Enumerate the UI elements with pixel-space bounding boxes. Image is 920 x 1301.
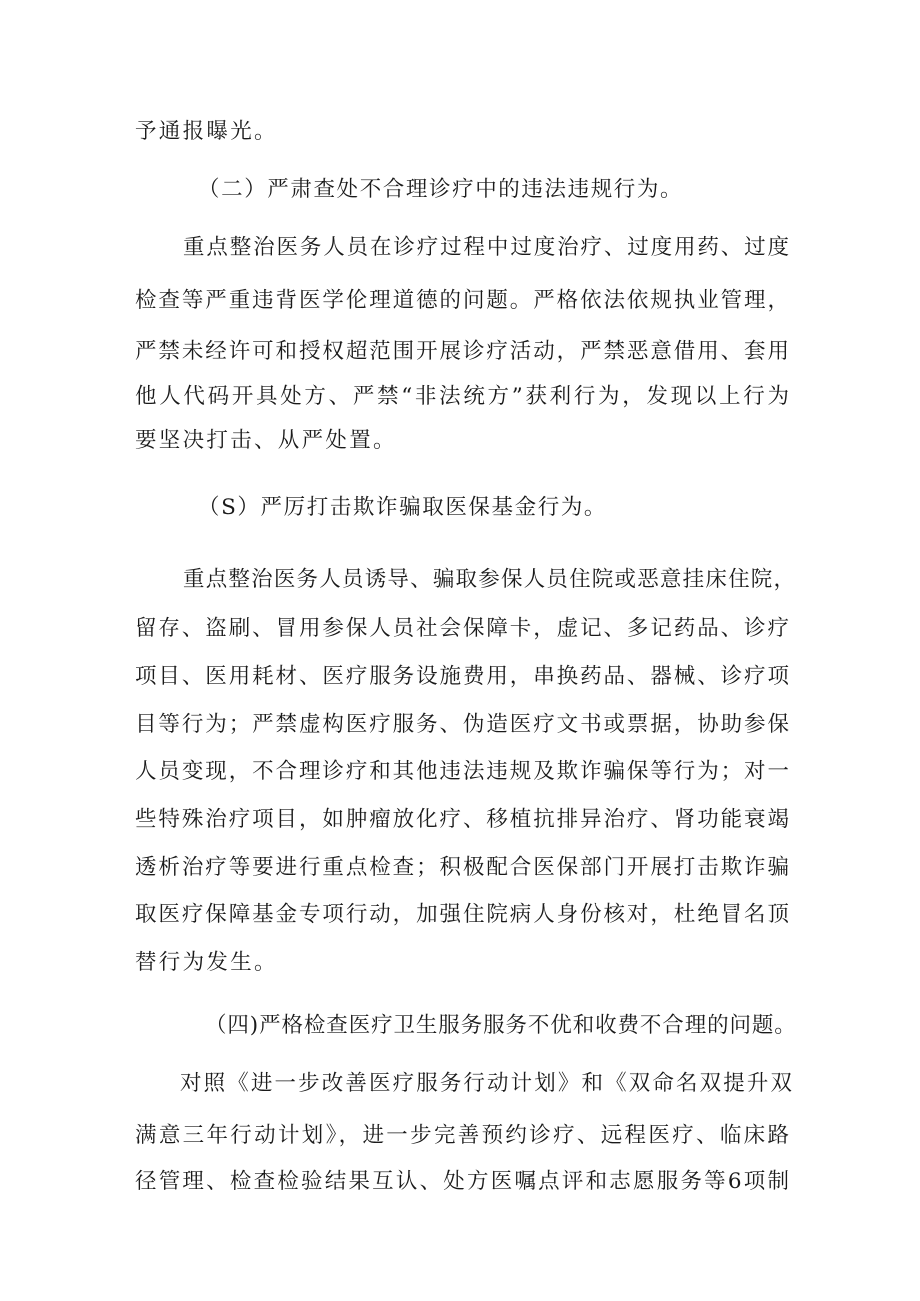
paragraph-line: 透析治疗等要进行重点检查；积极配合医保部门开展打击欺诈骗 — [135, 855, 789, 880]
section-heading-3: （S）严厉打击欺诈骗取医保基金行为。 — [198, 495, 608, 520]
paragraph-line: 重点整治医务人员诱导、骗取参保人员住院或恶意挂床住院， — [183, 567, 795, 592]
paragraph-line: 人员变现，不合理诊疗和其他违法违规及欺诈骗保等行为；对一 — [135, 759, 789, 784]
section-heading-4: （四)严格检查医疗卫生服务服务不优和收费不合理的问题。 — [205, 1013, 797, 1038]
continuation-line: 予通报曝光。 — [135, 119, 278, 144]
paragraph-line: 检查等严重违背医学伦理道德的问题。严格依法依规执业管理， — [135, 288, 789, 313]
paragraph-line: 替行为发生。 — [135, 950, 278, 975]
paragraph-line: 取医疗保障基金专项行动，加强住院病人身份核对，杜绝冒名顶 — [135, 902, 789, 927]
paragraph-line: 项目、医用耗材、医疗服务设施费用，串换药品、器械、诊疗项 — [135, 664, 789, 689]
paragraph-line: 严禁未经许可和授权超范围开展诊疗活动，严禁恶意借用、套用 — [135, 339, 789, 364]
paragraph-line: 留存、盗刷、冒用参保人员社会保障卡，虚记、多记药品、诊疗 — [135, 616, 789, 641]
paragraph-line: 径管理、检查检验结果互认、处方医嘱点评和志愿服务等6项制 — [135, 1169, 789, 1194]
paragraph-line: 重点整治医务人员在诊疗过程中过度治疗、过度用药、过度 — [183, 235, 789, 260]
section-heading-2: （二）严肃查处不合理诊疗中的违法违规行为。 — [198, 177, 684, 202]
paragraph-line: 目等行为；严禁虚构医疗服务、伪造医疗文书或票据，协助参保 — [135, 712, 789, 737]
paragraph-line: 要坚决打击、从严处置。 — [135, 428, 397, 453]
paragraph-line: 他人代码开具处方、严禁“非法统方”获利行为，发现以上行为 — [135, 384, 789, 409]
paragraph-line: 对照《进一步改善医疗服务行动计划》和《双命名双提升双 — [180, 1071, 792, 1096]
paragraph-line: 满意三年行动计划》，进一步完善预约诊疗、远程医疗、临床路 — [135, 1123, 789, 1148]
paragraph-line: 些特殊治疗项目，如肿瘤放化疗、移植抗排异治疗、肾功能衰竭 — [135, 807, 789, 832]
